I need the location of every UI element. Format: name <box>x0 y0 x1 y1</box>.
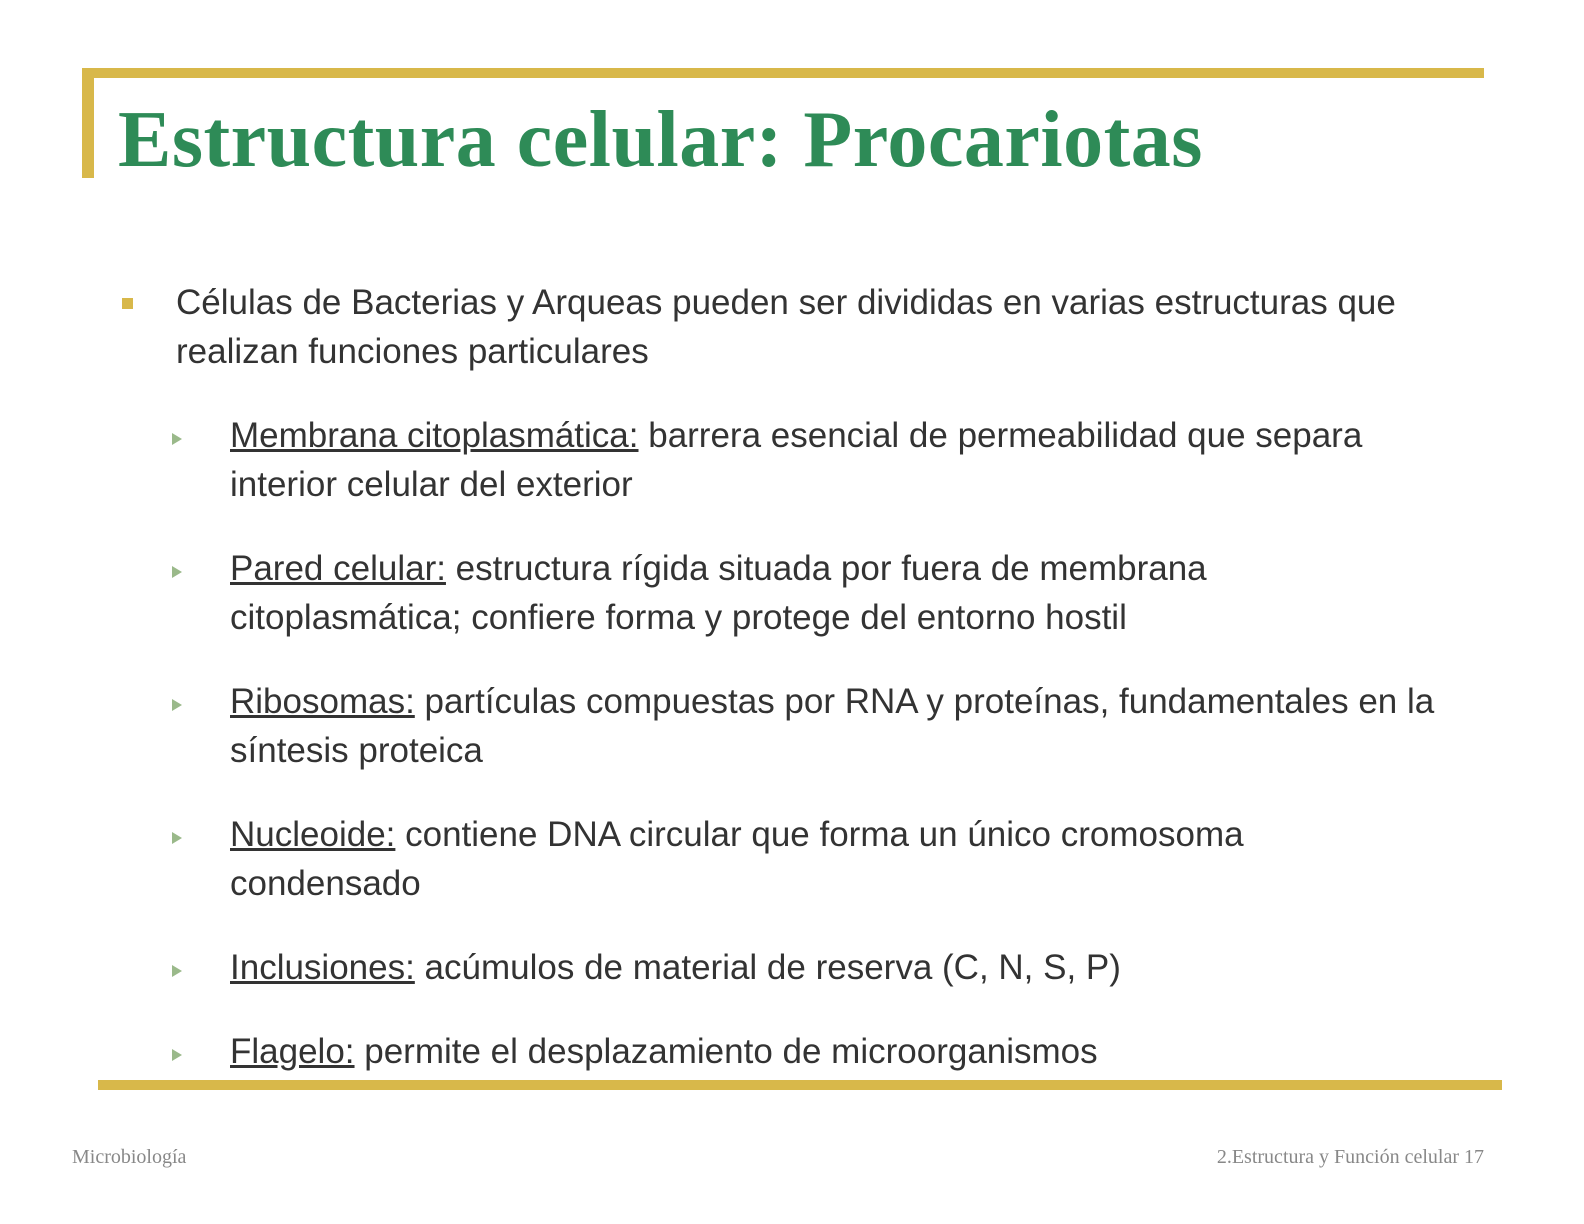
main-bullet-text: Células de Bacterias y Arqueas pueden ser divididas en varias estructuras que realizan funciones particulares <box>176 283 1396 371</box>
triangle-bullet-icon <box>172 965 182 977</box>
item-term: Ribosomas: <box>230 682 415 721</box>
item-term: Flagelo: <box>230 1032 355 1071</box>
item-term: Pared celular: <box>230 549 446 588</box>
item-description: contiene DNA circular que forma un único cromosoma condensado <box>230 815 1244 903</box>
item-term: Nucleoide: <box>230 815 396 854</box>
sub-bullet-item <box>230 677 1440 775</box>
sub-bullet-item <box>230 411 1440 509</box>
triangle-bullet-icon <box>172 566 182 578</box>
item-term: Inclusiones: <box>230 948 415 987</box>
triangle-bullet-icon <box>172 1049 182 1061</box>
item-description: permite el desplazamiento de microorganismos <box>354 1032 1098 1071</box>
item-description: partículas compuestas por RNA y proteínas, fundamentales en la síntesis proteica <box>230 682 1435 770</box>
item-description: estructura rígida situada por fuera de membrana citoplasmática; confiere forma y protege del entorno hostil <box>230 549 1207 637</box>
main-bullet-item <box>110 278 1440 376</box>
triangle-bullet-icon <box>172 832 182 844</box>
sub-bullet-item <box>230 943 1440 992</box>
sub-bullet-item <box>230 544 1440 642</box>
sub-bullet-item <box>230 810 1440 908</box>
triangle-bullet-icon <box>172 699 182 711</box>
top-accent-rule <box>82 68 1484 78</box>
item-description: barrera esencial de permeabilidad que separa interior celular del exterior <box>230 416 1363 504</box>
left-accent-rule <box>82 68 94 178</box>
triangle-bullet-icon <box>172 433 182 445</box>
slide-title: Estructura celular: Procariotas <box>118 96 1203 184</box>
square-bullet-icon <box>122 298 133 309</box>
footer-course-name: Microbiología <box>72 1146 187 1168</box>
footer-page-label: 2.Estructura y Función celular 17 <box>1216 1146 1484 1168</box>
bottom-accent-rule <box>98 1080 1502 1090</box>
item-term: Membrana citoplasmática: <box>230 416 639 455</box>
item-description: acúmulos de material de reserva (C, N, S, P) <box>414 948 1121 987</box>
slide-content <box>110 278 1440 1100</box>
sub-bullet-item <box>230 1027 1440 1076</box>
